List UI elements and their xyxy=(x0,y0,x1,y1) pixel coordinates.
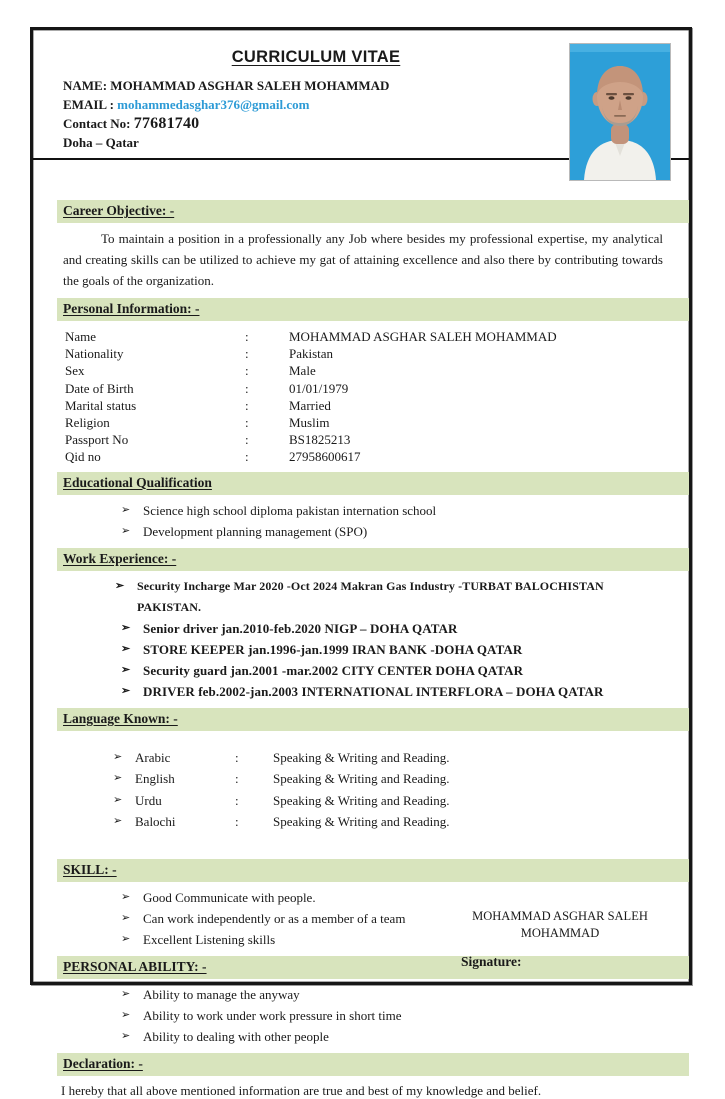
list-item xyxy=(115,576,669,618)
contact-number: 77681740 xyxy=(133,115,200,132)
arrow-bullet-icon: ➢ xyxy=(113,793,123,806)
signature-label: Signature: xyxy=(461,954,522,969)
arrow-bullet-icon: ➢ xyxy=(115,579,125,592)
colon-separator: : xyxy=(245,397,249,413)
arrow-bullet-icon: ➢ xyxy=(121,932,131,945)
arrow-bullet-icon: ➢ xyxy=(121,890,131,903)
list-item xyxy=(113,811,669,833)
language-value: Speaking & Writing and Reading. xyxy=(273,771,450,787)
email-label: EMAIL : xyxy=(63,97,114,112)
location-line: Doha – Qatar xyxy=(63,135,139,150)
skills-heading: SKILL: - xyxy=(63,861,117,877)
footer-name-line1: MOHAMMAD ASGHAR SALEH xyxy=(472,909,648,923)
footer-name xyxy=(445,908,675,942)
footer-name-line2: MOHAMMAD xyxy=(520,926,600,940)
field-label: Passport No xyxy=(65,432,129,448)
section-skills xyxy=(57,859,689,882)
field-value: 27958600617 xyxy=(289,449,361,465)
arrow-bullet-icon: ➢ xyxy=(121,1029,131,1042)
field-label: Religion xyxy=(65,415,110,431)
colon-separator: : xyxy=(245,432,249,448)
applicant-photo xyxy=(569,43,671,181)
section-declaration xyxy=(57,1053,689,1076)
list-item-text: Ability to dealing with other people xyxy=(143,1028,329,1044)
list-item xyxy=(113,768,669,790)
table-row xyxy=(65,397,669,414)
list-item-text: Security guard jan.2001 -mar.2002 CITY CENTER DOHA QATAR xyxy=(143,662,524,678)
list-item xyxy=(121,887,669,908)
table-row xyxy=(65,328,669,345)
declaration-heading: Declaration: - xyxy=(63,1055,143,1071)
language-value: Speaking & Writing and Reading. xyxy=(273,814,450,830)
list-item xyxy=(121,1005,669,1026)
page-border-frame xyxy=(30,27,692,1098)
field-label: Sex xyxy=(65,363,85,379)
education-list xyxy=(33,500,669,542)
personal-information-heading: Personal Information: - xyxy=(63,301,200,316)
field-value: 01/01/1979 xyxy=(289,380,349,396)
list-item-text: Senior driver jan.2010-feb.2020 NIGP – DOHA QATAR xyxy=(143,620,458,636)
contact-label: Contact No: xyxy=(63,116,131,131)
career-objective-text: To maintain a position in a professionally any Job where besides my professional expertise, my analytical and creating skills can be utilized to achieve my gat of attaining excellence and also there by contributing towards the goals of the organization. xyxy=(63,231,663,288)
section-personal-information xyxy=(57,298,689,321)
arrow-bullet-icon: ➢ xyxy=(113,772,123,785)
colon-separator: : xyxy=(245,449,249,465)
field-label: Name xyxy=(65,329,97,344)
language-label: Balochi xyxy=(135,814,176,830)
list-item xyxy=(121,639,669,660)
field-label: Date of Birth xyxy=(65,380,134,396)
table-row xyxy=(65,414,669,431)
applicant-photo-image xyxy=(570,44,670,180)
colon-separator: : xyxy=(245,380,249,396)
table-row xyxy=(65,380,669,397)
arrow-bullet-icon: ➢ xyxy=(121,1008,131,1021)
colon-separator: : xyxy=(245,415,249,431)
education-heading: Educational Qualification xyxy=(63,474,212,490)
language-value: Speaking & Writing and Reading. xyxy=(273,749,450,765)
list-item xyxy=(113,790,669,812)
page-title: CURRICULUM VITAE xyxy=(231,48,401,66)
language-label: Urdu xyxy=(135,792,162,808)
personal-ability-list xyxy=(33,984,669,1047)
list-item xyxy=(121,500,669,521)
list-item xyxy=(121,521,669,542)
field-label: Nationality xyxy=(65,346,124,362)
list-item-text: Ability to manage the anyway xyxy=(143,986,300,1002)
list-item xyxy=(121,681,669,702)
section-languages xyxy=(57,708,689,731)
field-value: Pakistan xyxy=(289,346,334,362)
list-item-text: Science high school diploma pakistan internation school xyxy=(143,502,437,518)
table-row xyxy=(65,362,669,379)
colon-separator: : xyxy=(245,329,249,344)
colon-separator: : xyxy=(235,814,239,830)
list-item-text: Security Incharge Mar 2020 -Oct 2024 Makran Gas Industry -TURBAT BALOCHISTAN PAKISTAN. xyxy=(137,578,604,614)
list-item xyxy=(121,618,669,639)
personal-ability-heading: PERSONAL ABILITY: - xyxy=(63,958,207,974)
colon-separator: : xyxy=(235,749,239,765)
table-row xyxy=(65,431,669,448)
career-objective-heading: Career Objective: - xyxy=(63,203,175,218)
work-experience-heading: Work Experience: - xyxy=(63,550,177,566)
list-item-text: Excellent Listening skills xyxy=(143,931,276,947)
colon-separator: : xyxy=(235,792,239,808)
field-label: Qid no xyxy=(65,449,101,465)
footer xyxy=(33,908,689,970)
name-line: NAME: MOHAMMAD ASGHAR SALEH MOHAMMAD xyxy=(63,78,390,93)
list-item xyxy=(121,984,669,1005)
list-item xyxy=(121,660,669,681)
section-work-experience xyxy=(57,548,689,571)
arrow-bullet-icon: ➢ xyxy=(121,911,131,924)
colon-separator: : xyxy=(245,363,249,379)
work-experience-list xyxy=(33,576,669,702)
colon-separator: : xyxy=(235,771,239,787)
table-row xyxy=(65,345,669,362)
list-item-text: Development planning management (SPO) xyxy=(143,523,368,539)
language-value: Speaking & Writing and Reading. xyxy=(273,792,450,808)
languages-list xyxy=(33,747,669,833)
list-item-text: STORE KEEPER jan.1996-jan.1999 IRAN BANK -DOHA QATAR xyxy=(143,641,523,657)
list-item-text: Can work independently or as a member of a team xyxy=(143,910,406,926)
arrow-bullet-icon: ➢ xyxy=(113,750,123,763)
declaration-text: I hereby that all above mentioned information are true and best of my knowledge and belief. xyxy=(61,1082,542,1098)
colon-separator: : xyxy=(245,346,249,362)
field-value: MOHAMMAD ASGHAR SALEH MOHAMMAD xyxy=(289,329,557,344)
section-career-objective xyxy=(57,200,689,223)
header xyxy=(33,30,689,194)
language-label: English xyxy=(135,771,175,787)
field-value: BS1825213 xyxy=(289,432,351,448)
field-value: Male xyxy=(289,363,316,379)
language-label: Arabic xyxy=(135,749,171,765)
arrow-bullet-icon: ➢ xyxy=(121,642,131,655)
spacer xyxy=(33,837,689,853)
arrow-bullet-icon: ➢ xyxy=(121,684,131,697)
section-education xyxy=(57,472,689,495)
list-item xyxy=(121,1026,669,1047)
list-item-text: Ability to work under work pressure in short time xyxy=(143,1007,402,1023)
list-item-text: Good Communicate with people. xyxy=(143,889,316,905)
field-label: Marital status xyxy=(65,397,137,413)
email-link[interactable]: mohammedasghar376@gmail.com xyxy=(117,97,310,112)
list-item-text: DRIVER feb.2002-jan.2003 INTERNATIONAL INTERFLORA – DOHA QATAR xyxy=(143,683,604,699)
arrow-bullet-icon: ➢ xyxy=(121,524,131,537)
field-value: Married xyxy=(289,397,331,413)
arrow-bullet-icon: ➢ xyxy=(121,621,131,634)
arrow-bullet-icon: ➢ xyxy=(121,663,131,676)
field-value: Muslim xyxy=(289,415,330,431)
arrow-bullet-icon: ➢ xyxy=(121,503,131,516)
arrow-bullet-icon: ➢ xyxy=(121,987,131,1000)
arrow-bullet-icon: ➢ xyxy=(113,815,123,828)
list-item xyxy=(113,747,669,769)
table-row xyxy=(65,448,669,465)
languages-heading: Language Known: - xyxy=(63,710,178,726)
personal-information-table xyxy=(65,328,669,466)
